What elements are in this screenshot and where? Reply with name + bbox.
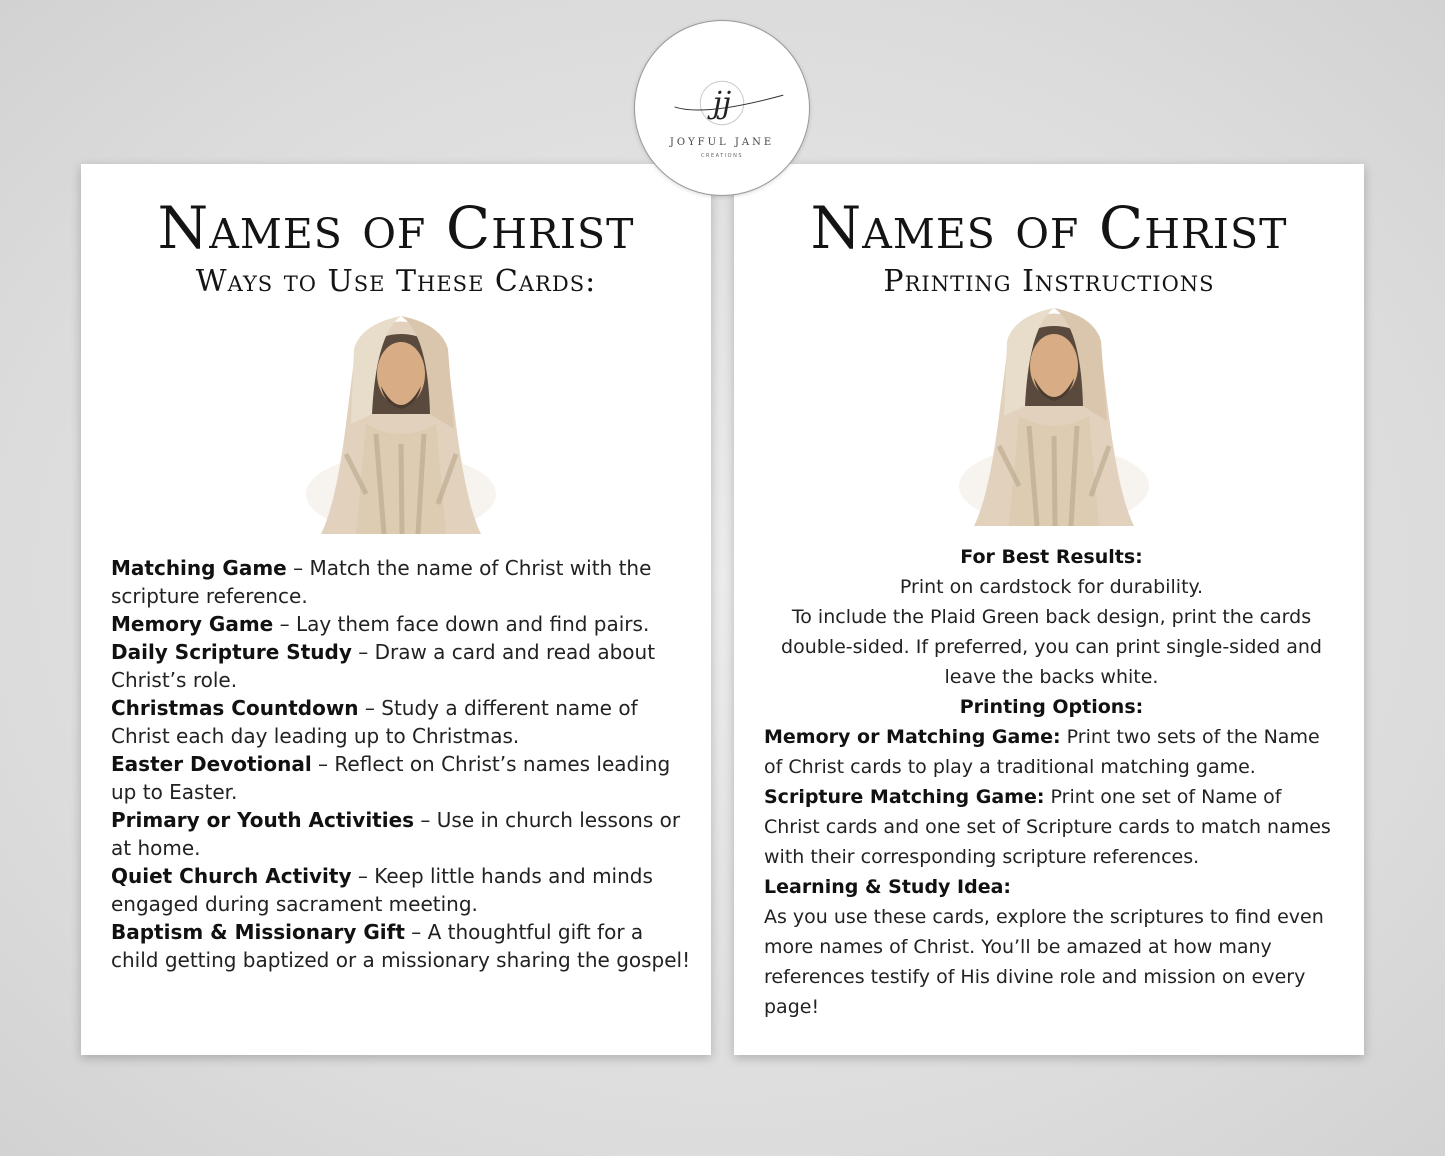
list-item: Matching Game – Match the name of Christ with the scripture reference. xyxy=(111,556,652,608)
best-results-line: To include the Plaid Green back design, print the cards double-sided. If preferred, you can print single-sided and leave the backs white. xyxy=(781,606,1322,688)
brand-subtitle: CREATIONS xyxy=(700,153,744,159)
left-card xyxy=(81,164,711,1055)
right-card-title: Names of Christ xyxy=(810,194,1288,262)
uses-list xyxy=(111,554,691,974)
monogram-icon xyxy=(635,73,809,133)
printing-options-heading: Printing Options: xyxy=(959,696,1144,718)
study-idea-text: As you use these cards, explore the scriptures to find even more names of Christ. You’ll be amazed at how many references testify of His divine role and mission on every page! xyxy=(764,906,1324,1018)
svg-text:jj: jj xyxy=(712,84,732,120)
left-card-subtitle: Ways to Use These Cards: xyxy=(195,264,597,299)
printing-instructions xyxy=(764,542,1339,1022)
list-item: Easter Devotional – Reflect on Christ’s names leading up to Easter. xyxy=(111,752,671,804)
list-item: Primary or Youth Activities – Use in church lessons or at home. xyxy=(111,808,681,860)
list-item: Baptism & Missionary Gift – A thoughtful gift for a child getting baptized or a missionary sharing the gospel! xyxy=(111,920,691,972)
left-card-title: Names of Christ xyxy=(157,194,635,262)
brand-logo xyxy=(634,20,810,196)
list-item: Daily Scripture Study – Draw a card and read about Christ’s role. xyxy=(111,640,656,692)
christ-illustration xyxy=(306,304,496,534)
list-item: Memory or Matching Game: Print two sets of the Name of Christ cards to play a traditional matching game. xyxy=(764,726,1320,778)
brand-name: JOYFUL JANE xyxy=(669,137,775,148)
study-idea-heading: Learning & Study Idea: xyxy=(764,876,1012,898)
best-results-line: Print on cardstock for durability. xyxy=(899,576,1204,598)
list-item: Quiet Church Activity – Keep little hands and minds engaged during sacrament meeting. xyxy=(111,864,653,916)
christ-illustration xyxy=(959,296,1149,526)
best-results-heading: For Best Results: xyxy=(960,546,1143,568)
list-item: Christmas Countdown – Study a different name of Christ each day leading up to Christmas. xyxy=(111,696,638,748)
list-item: Memory Game – Lay them face down and find pairs. xyxy=(111,612,650,636)
list-item: Scripture Matching Game: Print one set of Name of Christ cards and one set of Scripture cards to match names with their corresponding scripture references. xyxy=(764,786,1331,868)
right-card xyxy=(734,164,1364,1055)
right-card-subtitle: Printing Instructions xyxy=(883,264,1215,299)
